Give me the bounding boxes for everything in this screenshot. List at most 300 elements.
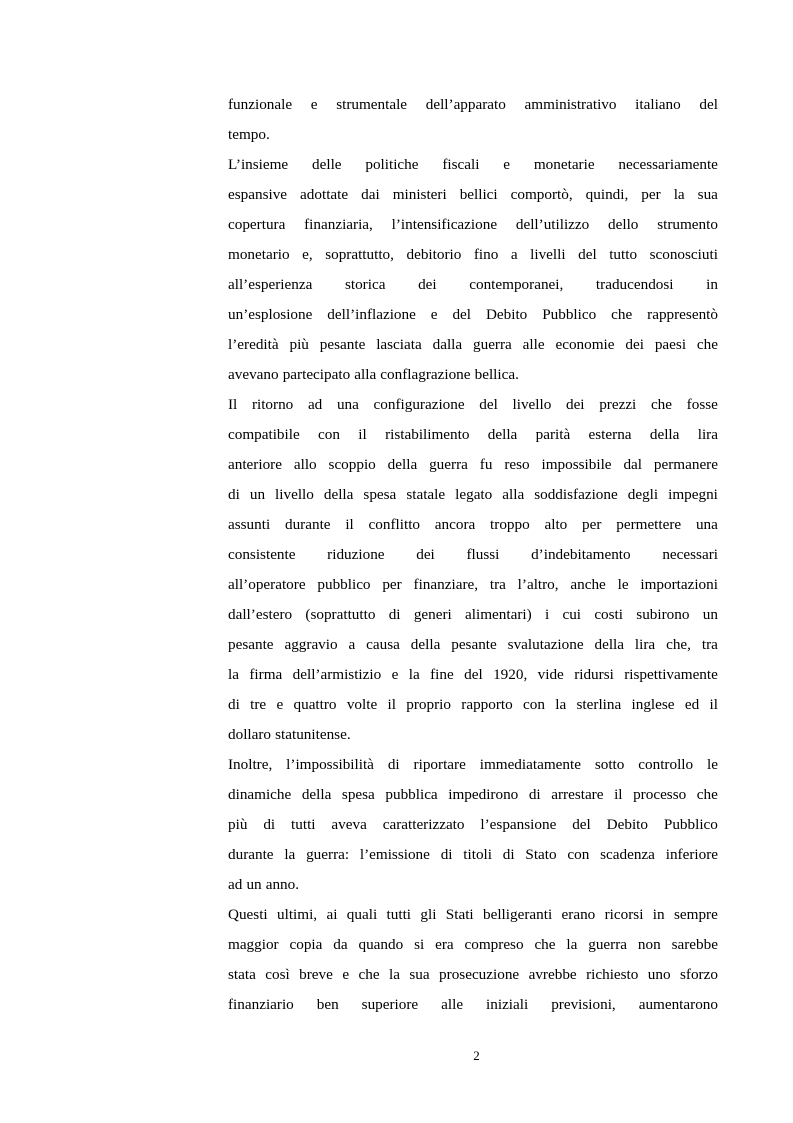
word: ad	[228, 876, 243, 893]
text-line	[228, 180, 718, 210]
text-line	[228, 600, 718, 630]
word: con	[567, 846, 590, 863]
word: anno.	[265, 876, 300, 893]
word: livello	[512, 396, 552, 413]
word: Questi	[228, 906, 268, 923]
word: sotto	[594, 756, 625, 773]
word: processo	[633, 786, 687, 803]
text-line	[228, 480, 718, 510]
word: italiano	[635, 96, 681, 113]
word: spesa	[363, 486, 397, 503]
word: che	[650, 396, 673, 413]
text-line	[228, 240, 718, 270]
word: l’impossibilità	[286, 756, 374, 773]
word: fiscali	[442, 156, 480, 173]
word: all’esperienza	[228, 276, 313, 293]
word: gli	[420, 906, 437, 923]
text-line	[228, 840, 718, 870]
word: più	[289, 336, 309, 353]
word: dei	[565, 396, 585, 413]
word: causa	[366, 636, 400, 653]
word: configurazione	[373, 396, 465, 413]
word: di	[387, 756, 400, 773]
text-line	[228, 390, 718, 420]
word: ristabilimento	[385, 426, 470, 443]
word: quando	[358, 936, 404, 953]
word: e,	[302, 246, 313, 263]
text-line	[228, 450, 718, 480]
word: l’eredità	[228, 336, 279, 353]
word: un	[702, 606, 718, 623]
word: ministeri	[392, 186, 447, 203]
word: di	[502, 846, 515, 863]
word: ai	[326, 906, 338, 923]
word: fine	[430, 666, 454, 683]
text-line	[228, 630, 718, 660]
word: previsioni,	[551, 996, 616, 1013]
document-body	[228, 90, 718, 1020]
word: guerra:	[306, 846, 350, 863]
word: e	[342, 966, 350, 983]
word: tutto	[609, 246, 638, 263]
word: impedirono	[448, 786, 519, 803]
word: Inoltre,	[228, 756, 273, 773]
word: legato	[455, 486, 493, 503]
word: di	[228, 486, 240, 503]
text-line	[228, 900, 718, 930]
word: breve	[299, 966, 333, 983]
word: dell’utilizzo	[515, 216, 590, 233]
text-line	[228, 510, 718, 540]
word: scadenza	[600, 846, 655, 863]
word: volte	[346, 696, 378, 713]
text-line	[228, 90, 718, 120]
word: l’espansione	[480, 816, 557, 833]
word: sua	[697, 186, 718, 203]
text-line	[228, 690, 718, 720]
word: caratterizzato	[382, 816, 465, 833]
word: una	[336, 396, 359, 413]
word: pesante	[228, 636, 274, 653]
word: paesi	[654, 336, 687, 353]
word: guerra	[588, 936, 628, 953]
word: prezzi	[599, 396, 637, 413]
word: le	[617, 576, 629, 593]
word: cui	[562, 606, 582, 623]
word: sterlina	[576, 696, 622, 713]
word: rappresentò	[647, 306, 718, 323]
word: pesante	[319, 336, 366, 353]
word: a	[348, 636, 356, 653]
text-line	[228, 750, 718, 780]
word: anteriore	[228, 456, 282, 473]
word: dai	[361, 186, 380, 203]
word: ancora	[434, 516, 476, 533]
word: impegni	[668, 486, 718, 503]
word: finanziaria,	[304, 216, 373, 233]
word: alla	[502, 486, 525, 503]
word: l’emissione	[359, 846, 430, 863]
word: sforzo	[680, 966, 718, 983]
word: svalutazione	[507, 636, 584, 653]
word: e	[503, 156, 511, 173]
word: più	[228, 816, 248, 833]
word: pesante	[451, 636, 497, 653]
word: Debito	[485, 306, 528, 323]
word: inferiore	[665, 846, 718, 863]
word: esterna	[588, 426, 632, 443]
word: dalla	[432, 336, 463, 353]
word: in	[706, 276, 718, 293]
word: inglese	[631, 696, 675, 713]
word: la	[284, 846, 296, 863]
word: di	[440, 846, 453, 863]
text-line	[228, 150, 718, 180]
word: conflitto	[368, 516, 421, 533]
word: in	[652, 906, 665, 923]
word: del	[479, 396, 498, 413]
word: un’esplosione	[228, 306, 313, 323]
word: partecipato	[282, 366, 351, 383]
word: stata	[228, 966, 256, 983]
word: della	[323, 486, 354, 503]
word: guerra	[473, 336, 512, 353]
text-line	[228, 360, 718, 390]
word: le	[707, 756, 718, 773]
word: L’insieme	[228, 156, 289, 173]
word: di	[263, 816, 276, 833]
word: lasciata	[376, 336, 422, 353]
page-number: 2	[473, 1048, 480, 1063]
word: copia	[289, 936, 323, 953]
word: proprio	[406, 696, 451, 713]
word: con	[318, 426, 340, 443]
word: importazioni	[640, 576, 718, 593]
word: fino	[473, 246, 499, 263]
word: firma	[249, 666, 283, 683]
word: aumentarono	[638, 996, 718, 1013]
word: fu	[479, 456, 493, 473]
word: il	[345, 516, 354, 533]
word: fosse	[686, 396, 718, 413]
word: durante	[284, 516, 331, 533]
word: si	[414, 936, 425, 953]
word: ben	[316, 996, 339, 1013]
word: copertura	[228, 216, 286, 233]
word: alle	[522, 336, 545, 353]
word: dall’estero	[228, 606, 293, 623]
word: tutti	[291, 816, 316, 833]
word: che	[611, 306, 633, 323]
word: dal	[623, 456, 643, 473]
word: e	[430, 306, 438, 323]
word: dei	[416, 546, 435, 563]
text-line	[228, 570, 718, 600]
word: durante	[228, 846, 274, 863]
text-line	[228, 120, 718, 150]
word: amministrativo	[524, 96, 617, 113]
word: statunitense.	[275, 726, 351, 743]
word: con	[523, 696, 545, 713]
word: che	[534, 936, 556, 953]
word: era	[435, 936, 454, 953]
word: prosecuzione	[439, 966, 520, 983]
word: tra	[701, 636, 718, 653]
word: allo	[293, 456, 317, 473]
word: economie	[555, 336, 615, 353]
word: il	[387, 696, 396, 713]
word: l’altro,	[517, 576, 559, 593]
text-line	[228, 780, 718, 810]
word: strumentale	[336, 96, 408, 113]
word: non	[637, 936, 661, 953]
text-line	[228, 720, 718, 750]
word: l’intensificazione	[391, 216, 498, 233]
word: ed	[684, 696, 700, 713]
text-line	[228, 870, 718, 900]
word: aggravio	[284, 636, 338, 653]
word: la	[555, 696, 567, 713]
word: maggior	[228, 936, 279, 953]
word: necessariamente	[618, 156, 718, 173]
word: pubblico	[317, 576, 371, 593]
word: aveva	[331, 816, 367, 833]
word: ad	[307, 396, 323, 413]
word: bellica.	[474, 366, 519, 383]
word: pubblica	[385, 786, 438, 803]
word: riportare	[413, 756, 466, 773]
word: permanere	[653, 456, 718, 473]
text-line	[228, 660, 718, 690]
word: richiesto	[586, 966, 639, 983]
word: 1920,	[493, 666, 528, 683]
word: subirono	[636, 606, 690, 623]
word: vide	[537, 666, 564, 683]
word: che	[358, 966, 380, 983]
word: per	[582, 516, 602, 533]
word: che	[696, 336, 718, 353]
word: lira	[634, 636, 656, 653]
text-line	[228, 300, 718, 330]
word: ridursi	[574, 666, 614, 683]
word: il	[358, 426, 367, 443]
word: dollaro	[228, 726, 272, 743]
word: avevano	[228, 366, 279, 383]
word: della	[649, 426, 680, 443]
word: del	[578, 246, 597, 263]
word: la	[228, 666, 239, 683]
word: titoli	[463, 846, 492, 863]
text-line	[228, 270, 718, 300]
word: impossibile	[541, 456, 612, 473]
word: ultimi,	[277, 906, 318, 923]
word: del	[699, 96, 718, 113]
text-line	[228, 960, 718, 990]
text-line	[228, 810, 718, 840]
word: spesa	[341, 786, 375, 803]
word: Pubblico	[663, 816, 718, 833]
word: finanziare,	[413, 576, 479, 593]
word: del	[572, 816, 591, 833]
word: compatibile	[228, 426, 300, 443]
word: necessari	[662, 546, 718, 563]
word: generi	[413, 606, 452, 623]
word: una	[695, 516, 718, 533]
word: e	[391, 666, 399, 683]
word: livello	[275, 486, 314, 503]
word: d’indebitamento	[531, 546, 631, 563]
word: soprattutto,	[325, 246, 394, 263]
word: la	[566, 936, 578, 953]
word: assunti	[228, 516, 271, 533]
text-line	[228, 540, 718, 570]
word: statale	[406, 486, 446, 503]
word: tre	[250, 696, 267, 713]
word: comportò,	[510, 186, 573, 203]
word: debitorio	[406, 246, 462, 263]
word: da	[333, 936, 348, 953]
word: conflagrazione	[380, 366, 471, 383]
word: compreso	[464, 936, 524, 953]
word: rispettivamente	[624, 666, 718, 683]
word: così	[265, 966, 290, 983]
word: politiche	[365, 156, 419, 173]
word: espansive	[228, 186, 288, 203]
word: livelli	[530, 246, 566, 263]
word: arrestare	[551, 786, 604, 803]
text-line	[228, 420, 718, 450]
word: lira	[697, 426, 718, 443]
word: erano	[561, 906, 596, 923]
word: monetarie	[533, 156, 595, 173]
word: sua	[409, 966, 430, 983]
word: scoppio	[328, 456, 376, 473]
word: tra	[489, 576, 506, 593]
word: la	[673, 186, 685, 203]
word: dei	[418, 276, 437, 293]
word: tempo.	[228, 126, 270, 143]
word: dinamiche	[228, 786, 292, 803]
word: superiore	[361, 996, 419, 1013]
word: alle	[441, 996, 464, 1013]
word: Il	[228, 396, 238, 413]
word: ritorno	[251, 396, 294, 413]
word: della	[487, 426, 518, 443]
word: e	[276, 696, 284, 713]
word: immediatamente	[479, 756, 581, 773]
word: uno	[647, 966, 671, 983]
word: il	[709, 696, 718, 713]
text-line	[228, 330, 718, 360]
word: del	[452, 306, 472, 323]
word: a	[510, 246, 518, 263]
word: dell’armistizio	[292, 666, 382, 683]
word: di	[388, 606, 401, 623]
word: della	[594, 636, 625, 653]
word: rapporto	[461, 696, 513, 713]
word: bellici	[459, 186, 498, 203]
text-line	[228, 990, 718, 1020]
word: alto	[544, 516, 568, 533]
word: contemporanei,	[469, 276, 564, 293]
word: parità	[535, 426, 571, 443]
word: adottate	[300, 186, 349, 203]
word: degli	[627, 486, 659, 503]
word: controllo	[638, 756, 694, 773]
word: avrebbe	[528, 966, 577, 983]
word: la	[408, 666, 420, 683]
word: anche	[570, 576, 606, 593]
word: consistente	[228, 546, 296, 563]
word: storica	[344, 276, 386, 293]
word: di	[228, 696, 240, 713]
word: costi	[594, 606, 623, 623]
word: troppo	[490, 516, 530, 533]
word: quattro	[293, 696, 337, 713]
word: finanziario	[228, 996, 294, 1013]
word: un	[246, 876, 262, 893]
word: Debito	[606, 816, 648, 833]
text-line	[228, 210, 718, 240]
word: del	[464, 666, 483, 683]
word: all’operatore	[228, 576, 306, 593]
word: permettere	[616, 516, 682, 533]
word: di	[528, 786, 541, 803]
word: Stati	[445, 906, 474, 923]
word: la	[388, 966, 400, 983]
word: tutti	[386, 906, 412, 923]
word: sempre	[673, 906, 718, 923]
word: dei	[625, 336, 644, 353]
word: belligeranti	[483, 906, 553, 923]
word: Stato	[525, 846, 557, 863]
word: della	[410, 636, 441, 653]
word: per	[382, 576, 402, 593]
word: ricorsi	[604, 906, 644, 923]
word: iniziali	[486, 996, 529, 1013]
word: dell’inflazione	[327, 306, 416, 323]
word: che,	[666, 636, 691, 653]
word: quali	[346, 906, 378, 923]
word: i	[544, 606, 550, 623]
word: delle	[312, 156, 342, 173]
word: riduzione	[327, 546, 385, 563]
word: che	[696, 786, 718, 803]
word: strumento	[657, 216, 718, 233]
word: guerra	[429, 456, 468, 473]
word: alla	[354, 366, 377, 383]
word: dell’apparato	[425, 96, 506, 113]
word: flussi	[466, 546, 500, 563]
word: sconosciuti	[649, 246, 718, 263]
word: e	[310, 96, 318, 113]
word: reso	[504, 456, 530, 473]
word: funzionale	[228, 96, 293, 113]
word: Pubblico	[542, 306, 597, 323]
word: il	[614, 786, 623, 803]
word: della	[387, 456, 418, 473]
word: dello	[608, 216, 639, 233]
word: quindi,	[585, 186, 629, 203]
word: monetario	[228, 246, 290, 263]
word: traducendosi	[595, 276, 674, 293]
word: per	[641, 186, 661, 203]
word: sarebbe	[671, 936, 718, 953]
text-line	[228, 930, 718, 960]
word: alimentari)	[465, 606, 532, 623]
word: soddisfazione	[534, 486, 618, 503]
word: un	[249, 486, 266, 503]
